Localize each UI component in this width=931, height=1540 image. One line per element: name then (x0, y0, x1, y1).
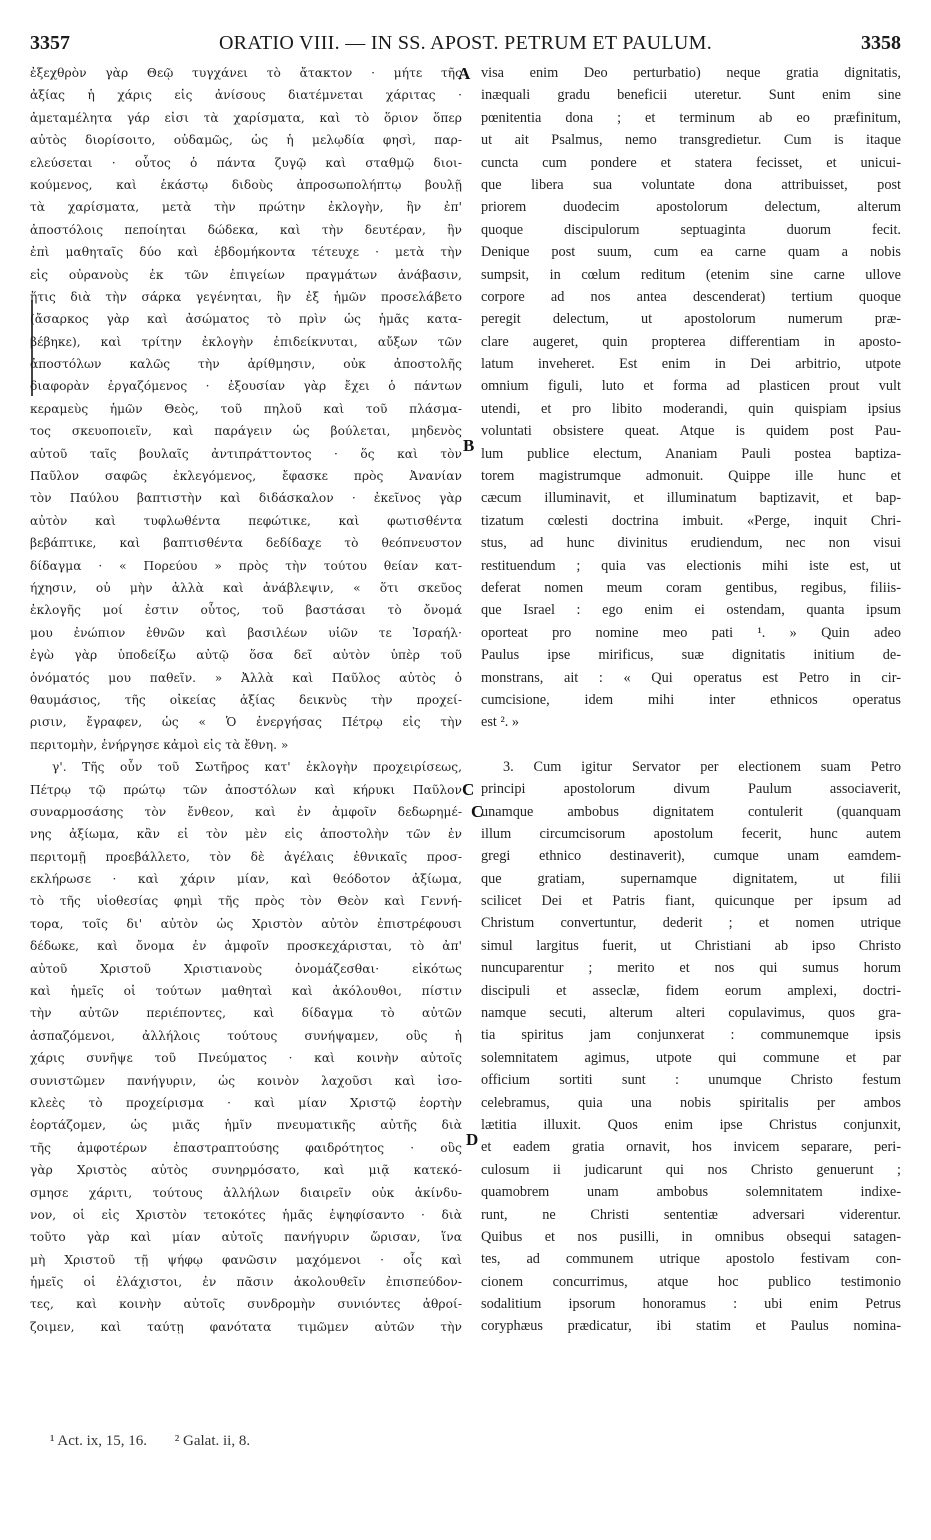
greek-text-line: μὴ Χριστοῦ τῇ ψήφῳ φανῶσιν μαχόμενοι · οἷς καὶ (30, 1252, 462, 1267)
greek-text-line: νης ἀξίωμα, κἂν εἰ τὸν μὲν εἰς ἀποστολὴν τῶν ἐν (30, 827, 462, 842)
latin-text-line: officium sortiti sunt : unumque Christo festum (481, 1072, 901, 1089)
latin-text-line: Quibus et nos pusilli, in omnibus obsequi satagen- (481, 1228, 901, 1245)
greek-text-line: γ'. Τῆς οὖν τοῦ Σωτῆρος κατ' ἐκλογὴν προχειρίσεως, (52, 760, 462, 775)
latin-text-line: visa enim Deo perturbatio) neque gratia dignitatis, (481, 65, 901, 81)
greek-text-line: τοῦτο γὰρ καὶ μίαν αὐτοῖς πανήγυριν ὥρισαν, ἵνα (30, 1230, 462, 1245)
latin-text-line: oporteat pro nomine meo pati ¹. » Quin adeo (481, 624, 901, 641)
greek-text-line: ρισιν, ἔγραφεν, ὡς « Ὁ ἐνεργήσας Πέτρῳ εἰς τὴν (30, 715, 462, 730)
latin-text-line: principi apostolorum divum Paulum associaverit, (481, 781, 901, 798)
footnote-2: ² Galat. ii, 8. (174, 1433, 251, 1449)
latin-text-line: celebramus, quia una nobis spiritalis per ambos (481, 1094, 901, 1111)
greek-text-line: ἡμεῖς οἱ ἐλάχιστοι, ἐν πᾶσιν ἀκολουθεῖν ἐπισπεύδον- (30, 1275, 462, 1290)
latin-text-line: priorem duodecim apostolorum delectum, alterum (481, 199, 901, 216)
latin-text-line: et eadem gratia ornavit, hos invicem separare, peri- (481, 1139, 901, 1156)
greek-text-line: ζοιμεν, καὶ ταύτῃ φανότατα τιμῶμεν αὐτῶν τὴν (30, 1319, 462, 1334)
greek-text-line: τορα, τοῖς δι' αὐτὸν ὡς Χριστὸν αὐτὸν ἐπιστρέφουσι (30, 916, 462, 931)
latin-text-line: est ². » (481, 714, 520, 731)
greek-text-line: αὐτοῦ ταῖς βουλαῖς ἀντιπράττοντος · ὅς καὶ τὸν (30, 446, 462, 461)
margin-marker-d: D (466, 1130, 479, 1149)
greek-text-line: ἐξεχθρὸν γὰρ Θεῷ τυγχάνει τὸ ἄτακτον · μήτε τῆς (30, 66, 462, 80)
latin-text-line: sumpsit, in cœlum reditum (etenim sine carne ullove (481, 266, 901, 283)
latin-text-line: scilicet Dei et Patris fiant, quicunque per ipsum ad (481, 893, 901, 910)
greek-text-line: ἐπὶ μαθηταῖς δύο καὶ ἑβδομήκοντα τέτευχε · μετὰ τὴν (30, 245, 462, 260)
latin-text-line: stus, ad hunc divinitus erudiendum, nec non visui (481, 535, 901, 552)
greek-text-line: συνιστῶμεν πανήγυριν, ὡς κοινὸν λαχοῦσι καὶ ἰσο- (30, 1073, 462, 1088)
latin-text-line: tizatum cœlesti doctrina imbuit. «Perge, inquit Chri- (481, 512, 901, 529)
greek-column (30, 62, 462, 1338)
greek-text-line: κεραμεὺς ἡμῶν Θεὸς, τοῦ πηλοῦ καὶ τοῦ πλάσμα- (30, 401, 462, 416)
latin-text-line: Denique post suum, cum ea carne quam a nobis (481, 244, 901, 261)
greek-text-line: διαφορὰν ἐργαζόμενος · ἐξουσίαν γὰρ ἔχει ὁ πάντων (30, 379, 462, 394)
greek-text-line: ἐκλογῆς μοί ἐστιν οὗτος, τοῦ βαστάσαι τὸ ὄνομά (30, 603, 462, 618)
latin-text-line: namque secuti, alterum alteri copulavimus, quos gra- (481, 1005, 901, 1022)
latin-column (481, 62, 901, 1338)
greek-text-line: ἐγὼ γὰρ ὑποδείξω αὐτῷ ὅσα δεῖ αὐτὸν ὑπὲρ τοῦ (30, 648, 462, 663)
latin-text-line: que Israel : ego enim ei ostendam, quanta ipsum (481, 602, 901, 619)
greek-text-line: καὶ ἡμεῖς οἱ τούτων μαθηταὶ καὶ ἀκόλουθοι, πίστιν (30, 984, 462, 999)
greek-text-line: αὐτὸς διορίσοιτο, οὐδαμῶς, ὡς ἡ μελῳδία φησὶ, παρ- (30, 133, 462, 148)
latin-text-line: Christum convertuntur, dederit ; et nomen utrique (481, 915, 901, 932)
latin-text-line: peregit delectum, ut apostolorum numerum præ- (481, 311, 901, 328)
greek-text-line: περιτομὴν, ἐνήργησε κἀμοὶ εἰς τὰ ἔθνη. » (30, 737, 289, 752)
latin-text-line: clare augeret, quin propterea differentiam in aposto- (481, 333, 901, 350)
latin-text-line: simul largitus fuerit, ut Christiani ab ipso Christo (481, 937, 901, 954)
latin-text-line: corpore ad nos antea descenderat) tertium quoque (481, 288, 901, 305)
greek-text-line: ἀμεταμέλητα γάρ εἰσι τὰ χαρίσματα, καὶ τὸ ὅριον ὅπερ (30, 110, 462, 125)
latin-text-line: utendi, et pro libito moderandi, quin quispiam ipsius (481, 400, 901, 417)
greek-text-line: εἰς οὐρανοὺς ἐκ τῶν ἐπιγείων πραγμάτων ἀνάβασιν, (30, 267, 462, 282)
greek-text-line: ελεύσεται · οὗτος ὁ πάντα ζυγῷ καὶ σταθμῷ διοι- (30, 155, 462, 170)
latin-text-line: que libera sua voluntate dona attribuisset, post (481, 176, 901, 193)
running-header (30, 32, 901, 58)
greek-text-line: ἀξίας ἡ χάρις εἰς ἀνίσους διατέμνεται χάριτας · (30, 88, 462, 103)
latin-text-line: quamobrem unam ambobus solemnitatem indixe- (481, 1184, 901, 1201)
greek-text-line: αὐτὸν καὶ τυφλωθέντα πεφώτικε, καὶ φωτισθέντα (30, 513, 462, 528)
latin-text-line: que gratiam, supernamque dignitatem, ut filii (481, 870, 901, 887)
greek-text-line: βέβηκε), καὶ τρίτην ἐκλογὴν ἐπιδείκνυται, αὔξων τῶν (30, 334, 462, 349)
greek-text-line: βεβάπτικε, καὶ βαπτισθέντα δεδίδαχε τὸ θεόπνευστον (30, 536, 462, 551)
latin-text-line: ut ait Psalmus, nemo transgredietur. Cum is itaque (481, 132, 901, 149)
latin-text-line: runt, ne Christi sententiæ adversari viderentur. (481, 1206, 901, 1223)
margin-marker-a: A (458, 64, 471, 83)
greek-text-line: Πέτρῳ τῷ πρώτῳ τῶν ἀποστόλων καὶ κήρυκι Παῦλον (30, 782, 462, 797)
greek-text-line: τος σκευοποιεῖν, καὶ παράγειν ὡς βούλεται, μηδενὸς (30, 424, 462, 439)
greek-text-line: δέδωκε, καὶ ὄνομα ἐν ἀμφοῖν προσκεχάρισται, τὸ ἀπ' (30, 939, 462, 954)
greek-text-line: ἀποστόλων καλῶς τὴν ἀρίθμησιν, οὐκ ἀποστολῆς (30, 357, 462, 372)
greek-text-line: συναρμοσάσης τὸν ἔνθεον, καὶ ἐν ἀμφοῖν δεδωρημέ- (30, 804, 462, 819)
latin-text-line: omnium figuli, luto et forma ad plasticen prout vult (481, 378, 901, 395)
greek-text-line: ἑορτάζομεν, ὡς μιᾶς ἡμῖν πνευματικῆς αὐτῆς διὰ (30, 1118, 462, 1133)
greek-text-line: δίδαγμα · « Πορεύου » πρὸς τὴν τούτου θείαν κατ- (30, 558, 462, 573)
latin-text-line: deferat nomen meum coram gentibus, regibus, filiis- (481, 579, 901, 596)
latin-text-line: cæcum illuminavit, et illuminatum baptizavit, et bap- (481, 490, 901, 507)
greek-text-line: ήχησιν, οὐ μὴν ἀλλὰ καὶ ἀνάβλεψιν, « ὅτι σκεῦος (30, 580, 462, 595)
latin-text-line: torem magistrumque admonuit. Quippe ille hunc et (481, 468, 901, 485)
greek-text-line: τῆς ἀμφοτέρων ἐπαστραπτούσης φαιδρότητος · οὓς (30, 1140, 462, 1155)
page-number-right: 3358 (861, 32, 901, 54)
greek-text-line: σμησε χάριτι, τούτους ἀλλήλων διαιρεῖν οὐκ ἀκίνδυ- (30, 1185, 462, 1200)
latin-text-line: inæquali gradu beneficii uteretur. Sunt enim sine (481, 87, 901, 104)
greek-text-line: περιτομῇ προεβάλλετο, τὸν δὲ ἀγέλαις ἐθνικαῖς προσ- (30, 849, 462, 864)
margin-marker-c: C (462, 780, 475, 799)
greek-text-line: Παῦλον σαφῶς ἐκλεγόμενος, ἔφασκε πρὸς Ἀνανίαν (30, 469, 462, 484)
greek-text-line: ἀσπαζόμενοι, ἀλλήλοις τούτους συνήψαμεν, οὓς ἡ (30, 1028, 462, 1043)
margin-marker-c-second: C (471, 802, 484, 821)
latin-text-line: restituendum ; quia vas electionis mihi iste est, ut (481, 557, 901, 574)
latin-text-line: 3. Cum igitur Servator per electionem suam Petro (503, 758, 901, 775)
greek-text-line: ὀνόματός μου παθεῖν. » Ἀλλὰ καὶ Παῦλος αὐτὸς ὁ (30, 670, 462, 685)
greek-text-line: τὸν Παύλου βαπτιστὴν καὶ διδάσκαλον · ἐκεῖνος γὰρ (30, 491, 462, 506)
latin-text-line: cionem concurrimus, atque hoc publico testimonio (481, 1273, 901, 1290)
latin-text-line: cuncta cum pondere et statera fecisset, et unicui- (481, 154, 901, 171)
latin-text-line: lum publice electum, Ananiam Pauli postea baptiza- (481, 445, 901, 462)
greek-text-line: ἀποστόλοις πεποίηται δώδεκα, καὶ τὴν δευτέραν, ἣν (30, 222, 462, 237)
latin-text-line: pœnitentia dona ; et terminum ab eo præfinitum, (481, 109, 901, 126)
latin-text-line: solemnitatem agimus, utpote qui commune et par (481, 1049, 901, 1066)
latin-text-line: gregi ethnico destinaverit), cumque unam eamdem- (481, 848, 901, 865)
greek-text-line: κούμενος, καὶ ἑκάστῳ διδοὺς ἀπροσωπολήπτῳ βουλῇ (30, 177, 462, 192)
latin-text-line: tia spiritus jam conjunxerat : communemque ipsis (481, 1027, 901, 1044)
latin-text-line: lætitia illuxit. Quos enim ipse Christus conjunxit, (481, 1116, 901, 1133)
page-number-left: 3357 (30, 32, 70, 54)
latin-text-line: monstrans, ait : « Qui operatus est Petro in cir- (481, 669, 901, 686)
greek-text-line: μου ἐνώπιον ἐθνῶν καὶ βασιλέων υἱῶν τε Ἰσραήλ· (30, 625, 462, 640)
greek-text-line: τες, καὶ κοινὴν αὐτοῖς συνδρομὴν συνιόντες ἀθροί- (30, 1297, 462, 1312)
latin-text-line: latum inveheret. Est enim in Dei arbitrio, utpote (481, 356, 901, 373)
latin-text-line: discipuli et asseclæ, fidem eorum amplexi, doctri- (481, 982, 901, 999)
greek-text-line: ἥτις διὰ τὴν σάρκα γεγένηται, ἣν ἐξ ἡμῶν προσελάβετο (30, 289, 462, 304)
latin-text-line: Paulus ipse mirificus, suæ dignitatis initium de- (481, 647, 901, 664)
latin-text-line: cumcisione, idem mihi inter ethnicos operatus (481, 691, 901, 708)
greek-text-line: θαυμάσιος, τῆς οἰκείας ἀξίας δεικνὺς τὴν προχεί- (30, 692, 462, 707)
greek-text-line: νον, οἱ εἰς Χριστὸν τετοκότες ἡμᾶς ἐψηφίσαντο · διὰ (30, 1207, 462, 1222)
latin-text-line: quoque discipulorum septuaginta duorum fecit. (481, 221, 901, 238)
greek-text-line: τὸ τῆς υἱοθεσίας φημὶ τῆς πρὸς τὸν Θεὸν καὶ Γεννή- (30, 894, 462, 909)
latin-text-line: illum circumcisorum apostolum fecerit, hunc autem (481, 825, 901, 842)
latin-text-line: culosum ii judicarunt qui nos Christo genuerunt ; (481, 1161, 901, 1178)
latin-text-line: voluntati obsistere queat. Atque is quidem post Pau- (481, 423, 901, 440)
greek-text-line: τὰ χαρίσματα, μετὰ τὴν πρώτην ἐκλογὴν, ἣν ἐπ' (30, 200, 462, 215)
latin-text-line: unamque ambobus dignitatem contulerit (quanquam (481, 803, 901, 820)
greek-text-line: (ἄσαρκος γὰρ καὶ ἀσώματος τὸ πρὶν ὡς ἡμᾶς κατα- (30, 312, 462, 327)
greek-text-line: εκλήρωσε · καὶ χάριν μίαν, καὶ θεόδοτον ἀξίωμα, (30, 872, 462, 887)
paragraph-gap (481, 734, 901, 756)
latin-text-line: nuncuparentur ; merito et nos qui sumus horum (481, 960, 901, 977)
footnotes (50, 1433, 274, 1450)
latin-text-line: coryphæus prædicatur, ibi statim et Paulus nomina- (481, 1318, 901, 1335)
margin-marker-b: B (463, 436, 475, 455)
footnote-1: ¹ Act. ix, 15, 16. (50, 1433, 147, 1449)
latin-text-line: sodalitium ipsorum honoramus : ubi enim Petrus (481, 1296, 901, 1313)
latin-text-line: tes, ad communem utrique apostolo festivam con- (481, 1251, 901, 1268)
greek-text-line: γὰρ Χριστὸς αὐτὸς συνηρμόσατο, καὶ μιᾷ κατεκό- (30, 1163, 462, 1178)
greek-text-line: τὴν αὐτῶν περιέποντες, καὶ δίδαγμα τὸ αὐτῶν (30, 1006, 462, 1021)
greek-text-line: κλεὲς τὸ προχείρισμα · καὶ μίαν Χριστῷ ἑορτὴν (30, 1095, 462, 1110)
greek-text-line: αὐτοῦ Χριστοῦ Χριστιανοὺς ὀνομάζεσθαι· εἰκότως (30, 961, 462, 976)
running-title: ORATIO VIII. — IN SS. APOST. PETRUM ET PAULUM. (218, 32, 713, 54)
greek-text-line: χάρις συνῆψε τοῦ Πνεύματος · καὶ κοινὴν αὐτοῖς (30, 1051, 462, 1066)
